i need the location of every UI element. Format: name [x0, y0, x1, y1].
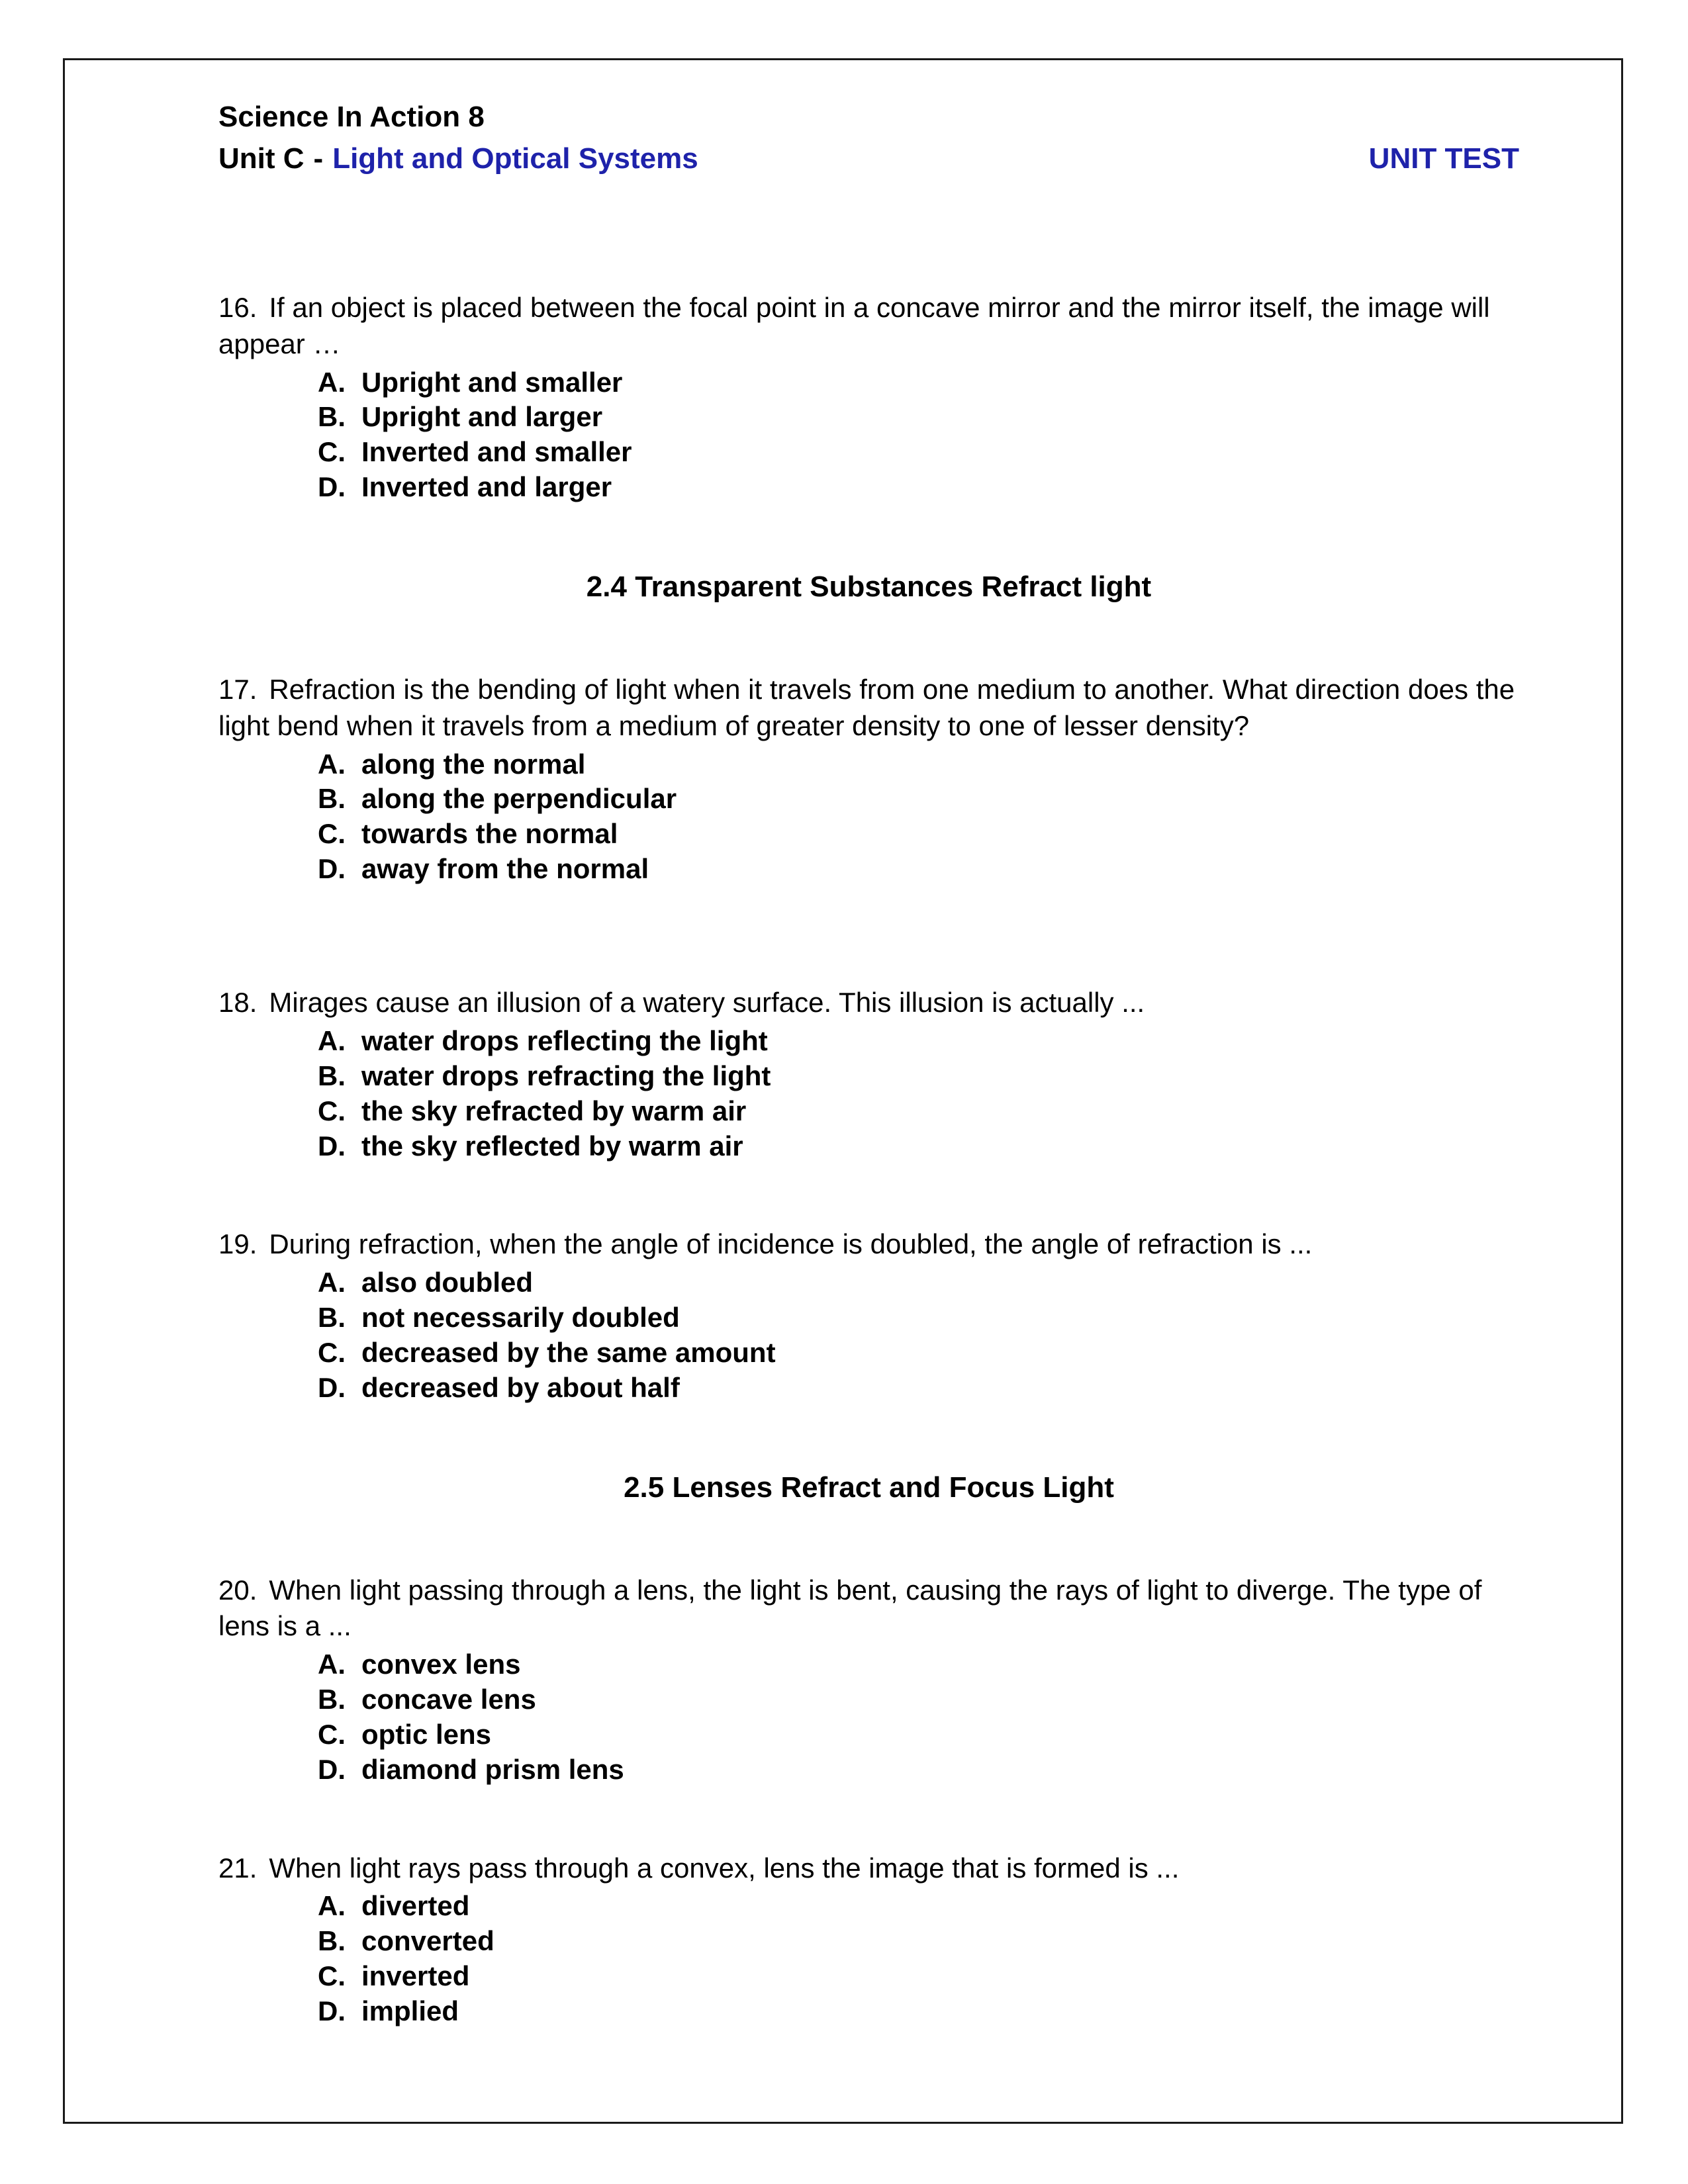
options-list	[218, 1024, 1519, 1164]
option-text: Upright and smaller	[361, 366, 623, 398]
option-text: converted	[361, 1925, 494, 1957]
option-letter: A.	[318, 1890, 346, 1922]
options-list	[218, 365, 1519, 506]
book-title: Science In Action 8	[218, 101, 485, 133]
question-text: When light rays pass through a convex, lens the image that is formed is ...	[269, 1852, 1180, 1884]
option-letter: A.	[318, 1024, 346, 1056]
option-letter: A.	[318, 1267, 346, 1298]
option-letter: D.	[318, 471, 346, 503]
question-stem	[218, 985, 1519, 1021]
option-letter: D.	[318, 1995, 346, 2026]
options-list	[218, 747, 1519, 887]
option-text: optic lens	[361, 1718, 492, 1750]
option-a	[218, 365, 1519, 400]
question-number: 17.	[218, 674, 258, 705]
question-21	[218, 1850, 1519, 2029]
unit-test-label: UNIT TEST	[1368, 142, 1519, 175]
option-text: inverted	[361, 1960, 470, 1992]
question-stem	[218, 672, 1519, 744]
option-text: also doubled	[361, 1267, 534, 1298]
option-c	[218, 1717, 1519, 1752]
option-text: along the normal	[361, 748, 586, 780]
option-letter: B.	[318, 1683, 346, 1715]
question-number: 21.	[218, 1852, 258, 1884]
option-letter: D.	[318, 1371, 346, 1403]
section-title-2-5: 2.5 Lenses Refract and Focus Light	[624, 1471, 1114, 1504]
option-b	[218, 1300, 1519, 1336]
option-letter: A.	[318, 366, 346, 398]
option-a	[218, 1647, 1519, 1682]
option-letter: A.	[318, 748, 346, 780]
option-text: towards the normal	[361, 818, 618, 850]
option-d	[218, 1994, 1519, 2029]
option-a	[218, 1024, 1519, 1059]
option-text: Upright and larger	[361, 401, 603, 433]
option-a	[218, 1265, 1519, 1300]
option-text: decreased by the same amount	[361, 1336, 776, 1368]
option-a	[218, 1889, 1519, 1924]
unit-separator: -	[313, 142, 324, 175]
option-letter: B.	[318, 783, 346, 815]
question-stem	[218, 1226, 1519, 1263]
option-letter: C.	[318, 1095, 346, 1126]
question-20	[218, 1572, 1519, 1788]
question-number: 18.	[218, 987, 258, 1019]
option-d	[218, 1371, 1519, 1406]
option-letter: B.	[318, 1925, 346, 1957]
question-text: Mirages cause an illusion of a watery surface. This illusion is actually ...	[269, 987, 1145, 1019]
option-letter: C.	[318, 1960, 346, 1992]
option-letter: A.	[318, 1649, 346, 1680]
option-c	[218, 1336, 1519, 1371]
question-number: 20.	[218, 1574, 258, 1606]
option-b	[218, 400, 1519, 435]
option-text: decreased by about half	[361, 1371, 680, 1403]
option-a	[218, 747, 1519, 782]
options-list	[218, 1647, 1519, 1788]
option-letter: D.	[318, 1130, 346, 1161]
option-text: implied	[361, 1995, 459, 2026]
option-text: the sky refracted by warm air	[361, 1095, 747, 1126]
question-stem	[218, 1572, 1519, 1645]
unit-label: Unit C	[218, 142, 305, 175]
question-text: When light passing through a lens, the light is bent, causing the rays of light to diverge. The type of lens is a ...	[218, 1574, 1482, 1642]
unit-line	[218, 140, 698, 177]
option-d	[218, 1752, 1519, 1788]
option-letter: C.	[318, 818, 346, 850]
question-text: Refraction is the bending of light when it travels from one medium to another. What direction does the light bend when it travels from a medium of greater density to one of lesser density?	[218, 674, 1515, 741]
question-number: 19.	[218, 1228, 258, 1260]
option-d	[218, 470, 1519, 505]
header-subtitle-row	[218, 140, 1519, 177]
option-d	[218, 852, 1519, 887]
option-letter: C.	[318, 436, 346, 468]
options-list	[218, 1265, 1519, 1406]
unit-title: Light and Optical Systems	[332, 142, 698, 175]
question-17	[218, 672, 1519, 887]
option-c	[218, 1959, 1519, 1994]
option-text: water drops refracting the light	[361, 1060, 771, 1091]
question-text: If an object is placed between the focal point in a concave mirror and the mirror itself, the image will appear …	[218, 292, 1490, 359]
option-b	[218, 1059, 1519, 1094]
question-16	[218, 290, 1519, 505]
option-c	[218, 1094, 1519, 1129]
test-page-content	[218, 98, 1519, 2092]
option-text: away from the normal	[361, 853, 649, 885]
option-b	[218, 1924, 1519, 1959]
question-stem	[218, 290, 1519, 362]
option-text: not necessarily doubled	[361, 1301, 680, 1333]
document-header	[218, 98, 1519, 177]
option-letter: D.	[318, 853, 346, 885]
option-text: diamond prism lens	[361, 1753, 624, 1785]
option-c	[218, 435, 1519, 470]
option-d	[218, 1129, 1519, 1164]
option-text: Inverted and smaller	[361, 436, 632, 468]
option-text: the sky reflected by warm air	[361, 1130, 743, 1161]
option-b	[218, 782, 1519, 817]
question-stem	[218, 1850, 1519, 1887]
option-letter: C.	[318, 1718, 346, 1750]
question-text: During refraction, when the angle of incidence is doubled, the angle of refraction is ...	[269, 1228, 1313, 1260]
option-letter: B.	[318, 401, 346, 433]
option-b	[218, 1682, 1519, 1717]
section-title-2-4: 2.4 Transparent Substances Refract light	[586, 570, 1152, 604]
question-18	[218, 985, 1519, 1163]
option-text: convex lens	[361, 1649, 521, 1680]
option-letter: D.	[318, 1753, 346, 1785]
option-text: diverted	[361, 1890, 470, 1922]
option-c	[218, 817, 1519, 852]
question-19	[218, 1226, 1519, 1405]
option-letter: B.	[318, 1060, 346, 1091]
option-text: Inverted and larger	[361, 471, 612, 503]
options-list	[218, 1889, 1519, 2029]
option-text: water drops reflecting the light	[361, 1024, 768, 1056]
option-text: along the perpendicular	[361, 783, 677, 815]
question-number: 16.	[218, 292, 258, 324]
option-text: concave lens	[361, 1683, 536, 1715]
option-letter: C.	[318, 1336, 346, 1368]
option-letter: B.	[318, 1301, 346, 1333]
